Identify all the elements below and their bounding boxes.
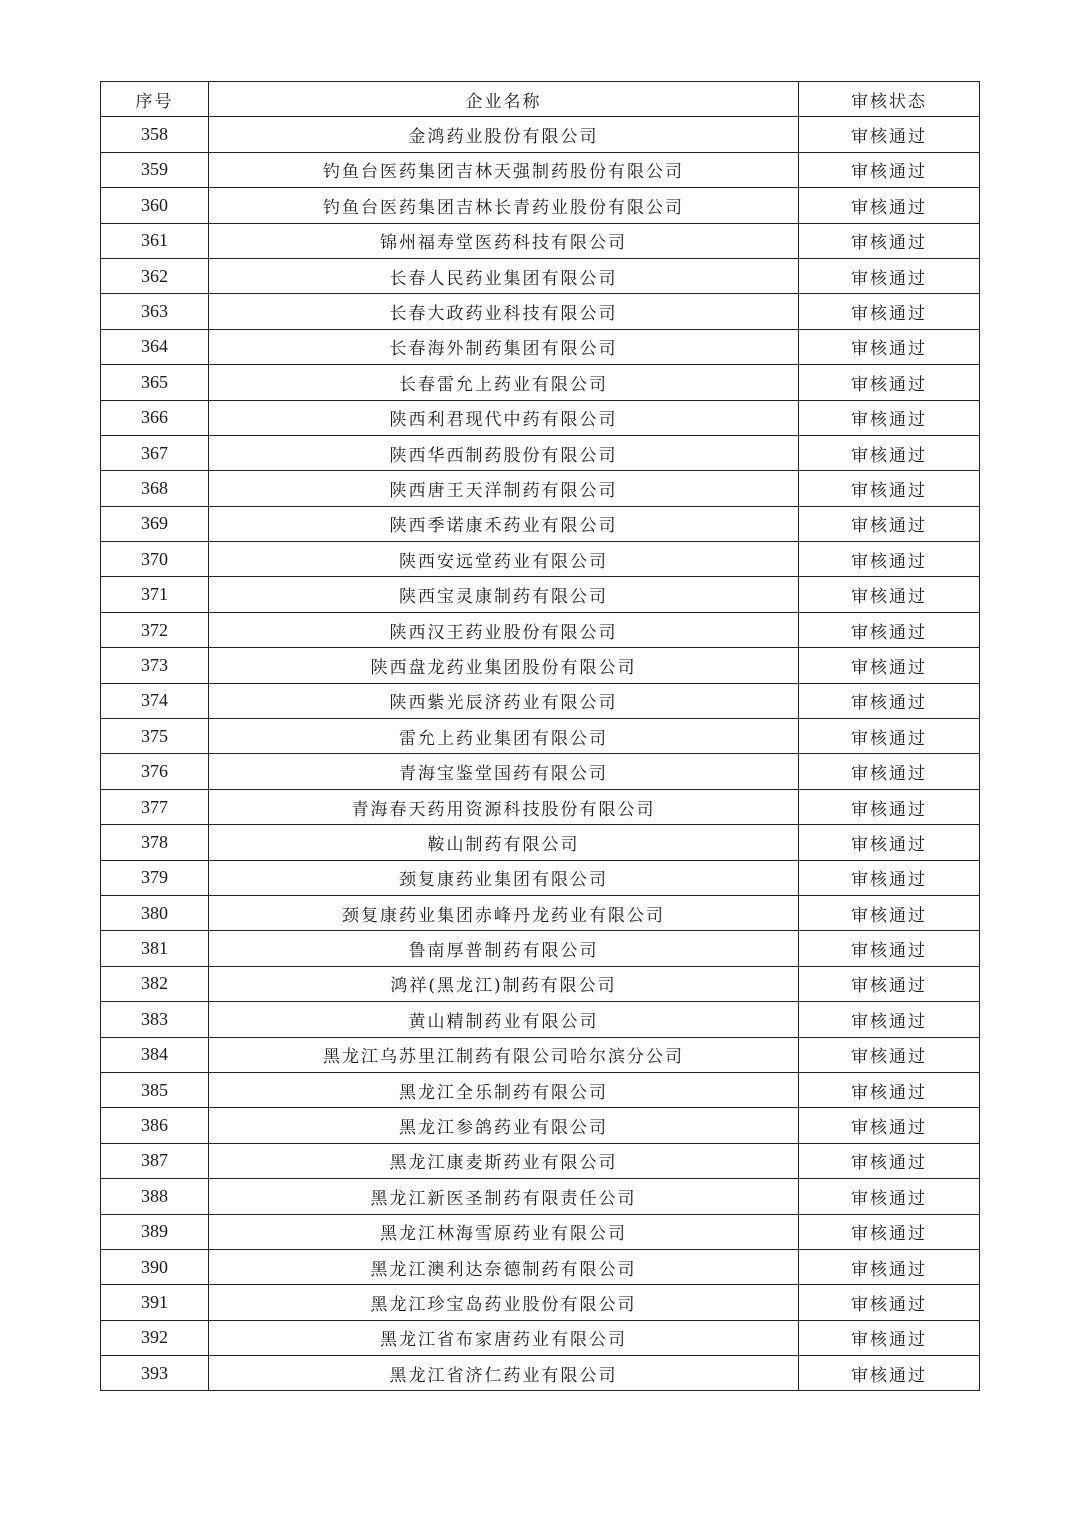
review-status-cell: 审核通过 <box>799 1143 980 1178</box>
enterprise-name-cell: 黑龙江新医圣制药有限责任公司 <box>209 1179 799 1214</box>
enterprise-review-table <box>100 81 980 1391</box>
table-row <box>101 1320 980 1355</box>
table-row <box>101 1002 980 1037</box>
enterprise-name-cell: 陕西汉王药业股份有限公司 <box>209 612 799 647</box>
serial-no-cell: 374 <box>101 683 209 718</box>
enterprise-name-cell: 陕西安远堂药业有限公司 <box>209 542 799 577</box>
table-row <box>101 895 980 930</box>
serial-no-cell: 391 <box>101 1285 209 1320</box>
serial-no-cell: 358 <box>101 117 209 152</box>
table-row <box>101 258 980 293</box>
header-review-status: 审核状态 <box>799 82 980 117</box>
enterprise-name-cell: 黑龙江全乐制药有限公司 <box>209 1072 799 1107</box>
serial-no-cell: 372 <box>101 612 209 647</box>
review-status-cell: 审核通过 <box>799 542 980 577</box>
table-row <box>101 435 980 470</box>
serial-no-cell: 368 <box>101 471 209 506</box>
table-row <box>101 1214 980 1249</box>
review-status-cell: 审核通过 <box>799 365 980 400</box>
serial-no-cell: 359 <box>101 152 209 187</box>
table-row <box>101 789 980 824</box>
serial-no-cell: 393 <box>101 1356 209 1391</box>
enterprise-name-cell: 陕西唐王天洋制药有限公司 <box>209 471 799 506</box>
table-row <box>101 1356 980 1391</box>
enterprise-name-cell: 颈复康药业集团赤峰丹龙药业有限公司 <box>209 895 799 930</box>
table-row <box>101 1108 980 1143</box>
enterprise-name-cell: 鞍山制药有限公司 <box>209 825 799 860</box>
review-status-cell: 审核通过 <box>799 1356 980 1391</box>
serial-no-cell: 383 <box>101 1002 209 1037</box>
table-row <box>101 577 980 612</box>
review-status-cell: 审核通过 <box>799 1002 980 1037</box>
serial-no-cell: 386 <box>101 1108 209 1143</box>
table-row <box>101 1143 980 1178</box>
table-row <box>101 648 980 683</box>
review-status-cell: 审核通过 <box>799 329 980 364</box>
serial-no-cell: 361 <box>101 223 209 258</box>
review-status-cell: 审核通过 <box>799 860 980 895</box>
header-enterprise-name: 企业名称 <box>209 82 799 117</box>
table-row <box>101 612 980 647</box>
enterprise-name-cell: 青海宝鉴堂国药有限公司 <box>209 754 799 789</box>
serial-no-cell: 380 <box>101 895 209 930</box>
enterprise-name-cell: 锦州福寿堂医药科技有限公司 <box>209 223 799 258</box>
table-row <box>101 966 980 1001</box>
review-status-cell: 审核通过 <box>799 612 980 647</box>
enterprise-name-cell: 鲁南厚普制药有限公司 <box>209 931 799 966</box>
serial-no-cell: 362 <box>101 258 209 293</box>
table-row <box>101 223 980 258</box>
enterprise-name-cell: 长春雷允上药业有限公司 <box>209 365 799 400</box>
table-row <box>101 400 980 435</box>
table-header-row <box>101 82 980 117</box>
review-status-cell: 审核通过 <box>799 258 980 293</box>
table-row <box>101 294 980 329</box>
serial-no-cell: 364 <box>101 329 209 364</box>
enterprise-name-cell: 钓鱼台医药集团吉林天强制药股份有限公司 <box>209 152 799 187</box>
enterprise-name-cell: 陕西利君现代中药有限公司 <box>209 400 799 435</box>
serial-no-cell: 363 <box>101 294 209 329</box>
enterprise-name-cell: 长春人民药业集团有限公司 <box>209 258 799 293</box>
review-status-cell: 审核通过 <box>799 506 980 541</box>
serial-no-cell: 369 <box>101 506 209 541</box>
review-status-cell: 审核通过 <box>799 895 980 930</box>
serial-no-cell: 373 <box>101 648 209 683</box>
review-status-cell: 审核通过 <box>799 1108 980 1143</box>
enterprise-name-cell: 黑龙江林海雪原药业有限公司 <box>209 1214 799 1249</box>
review-status-cell: 审核通过 <box>799 577 980 612</box>
table-row <box>101 683 980 718</box>
serial-no-cell: 375 <box>101 719 209 754</box>
enterprise-name-cell: 黑龙江珍宝岛药业股份有限公司 <box>209 1285 799 1320</box>
review-status-cell: 审核通过 <box>799 789 980 824</box>
serial-no-cell: 390 <box>101 1249 209 1284</box>
serial-no-cell: 367 <box>101 435 209 470</box>
table-row <box>101 825 980 860</box>
review-status-cell: 审核通过 <box>799 294 980 329</box>
serial-no-cell: 378 <box>101 825 209 860</box>
enterprise-name-cell: 陕西紫光辰济药业有限公司 <box>209 683 799 718</box>
review-status-cell: 审核通过 <box>799 435 980 470</box>
review-status-cell: 审核通过 <box>799 1214 980 1249</box>
enterprise-name-cell: 黑龙江省济仁药业有限公司 <box>209 1356 799 1391</box>
enterprise-name-cell: 鸿祥(黑龙江)制药有限公司 <box>209 966 799 1001</box>
enterprise-name-cell: 钓鱼台医药集团吉林长青药业股份有限公司 <box>209 188 799 223</box>
enterprise-name-cell: 黑龙江乌苏里江制药有限公司哈尔滨分公司 <box>209 1037 799 1072</box>
table-row <box>101 1072 980 1107</box>
review-status-cell: 审核通过 <box>799 471 980 506</box>
serial-no-cell: 371 <box>101 577 209 612</box>
table-row <box>101 117 980 152</box>
table-row <box>101 1285 980 1320</box>
table-row <box>101 506 980 541</box>
serial-no-cell: 377 <box>101 789 209 824</box>
serial-no-cell: 387 <box>101 1143 209 1178</box>
review-status-cell: 审核通过 <box>799 1320 980 1355</box>
review-status-cell: 审核通过 <box>799 754 980 789</box>
review-status-cell: 审核通过 <box>799 400 980 435</box>
enterprise-name-cell: 长春大政药业科技有限公司 <box>209 294 799 329</box>
review-status-cell: 审核通过 <box>799 188 980 223</box>
enterprise-name-cell: 颈复康药业集团有限公司 <box>209 860 799 895</box>
serial-no-cell: 376 <box>101 754 209 789</box>
table-row <box>101 1179 980 1214</box>
serial-no-cell: 382 <box>101 966 209 1001</box>
serial-no-cell: 366 <box>101 400 209 435</box>
review-status-cell: 审核通过 <box>799 719 980 754</box>
serial-no-cell: 384 <box>101 1037 209 1072</box>
serial-no-cell: 365 <box>101 365 209 400</box>
review-status-cell: 审核通过 <box>799 825 980 860</box>
table-row <box>101 329 980 364</box>
table-row <box>101 365 980 400</box>
table-row <box>101 860 980 895</box>
review-status-cell: 审核通过 <box>799 683 980 718</box>
table-row <box>101 931 980 966</box>
review-status-cell: 审核通过 <box>799 1285 980 1320</box>
table-row <box>101 1037 980 1072</box>
review-status-cell: 审核通过 <box>799 1072 980 1107</box>
table-row <box>101 471 980 506</box>
table-row <box>101 1249 980 1284</box>
table-row <box>101 152 980 187</box>
enterprise-name-cell: 陕西宝灵康制药有限公司 <box>209 577 799 612</box>
table-body <box>101 117 980 1391</box>
enterprise-name-cell: 金鸿药业股份有限公司 <box>209 117 799 152</box>
serial-no-cell: 370 <box>101 542 209 577</box>
serial-no-cell: 385 <box>101 1072 209 1107</box>
enterprise-name-cell: 青海春天药用资源科技股份有限公司 <box>209 789 799 824</box>
review-status-cell: 审核通过 <box>799 117 980 152</box>
serial-no-cell: 379 <box>101 860 209 895</box>
enterprise-name-cell: 黑龙江澳利达奈德制药有限公司 <box>209 1249 799 1284</box>
table-row <box>101 542 980 577</box>
serial-no-cell: 381 <box>101 931 209 966</box>
enterprise-name-cell: 黄山精制药业有限公司 <box>209 1002 799 1037</box>
table-row <box>101 719 980 754</box>
enterprise-name-cell: 雷允上药业集团有限公司 <box>209 719 799 754</box>
enterprise-name-cell: 黑龙江康麦斯药业有限公司 <box>209 1143 799 1178</box>
review-status-cell: 审核通过 <box>799 966 980 1001</box>
table-row <box>101 188 980 223</box>
enterprise-name-cell: 陕西盘龙药业集团股份有限公司 <box>209 648 799 683</box>
review-status-cell: 审核通过 <box>799 1249 980 1284</box>
review-status-cell: 审核通过 <box>799 152 980 187</box>
review-status-cell: 审核通过 <box>799 648 980 683</box>
serial-no-cell: 392 <box>101 1320 209 1355</box>
review-status-cell: 审核通过 <box>799 1037 980 1072</box>
enterprise-name-cell: 黑龙江省布家唐药业有限公司 <box>209 1320 799 1355</box>
serial-no-cell: 388 <box>101 1179 209 1214</box>
table-row <box>101 754 980 789</box>
review-status-cell: 审核通过 <box>799 931 980 966</box>
serial-no-cell: 389 <box>101 1214 209 1249</box>
enterprise-name-cell: 陕西华西制药股份有限公司 <box>209 435 799 470</box>
review-status-cell: 审核通过 <box>799 1179 980 1214</box>
review-status-cell: 审核通过 <box>799 223 980 258</box>
serial-no-cell: 360 <box>101 188 209 223</box>
enterprise-name-cell: 长春海外制药集团有限公司 <box>209 329 799 364</box>
enterprise-name-cell: 陕西季诺康禾药业有限公司 <box>209 506 799 541</box>
enterprise-name-cell: 黑龙江参鸽药业有限公司 <box>209 1108 799 1143</box>
header-serial-no: 序号 <box>101 82 209 117</box>
